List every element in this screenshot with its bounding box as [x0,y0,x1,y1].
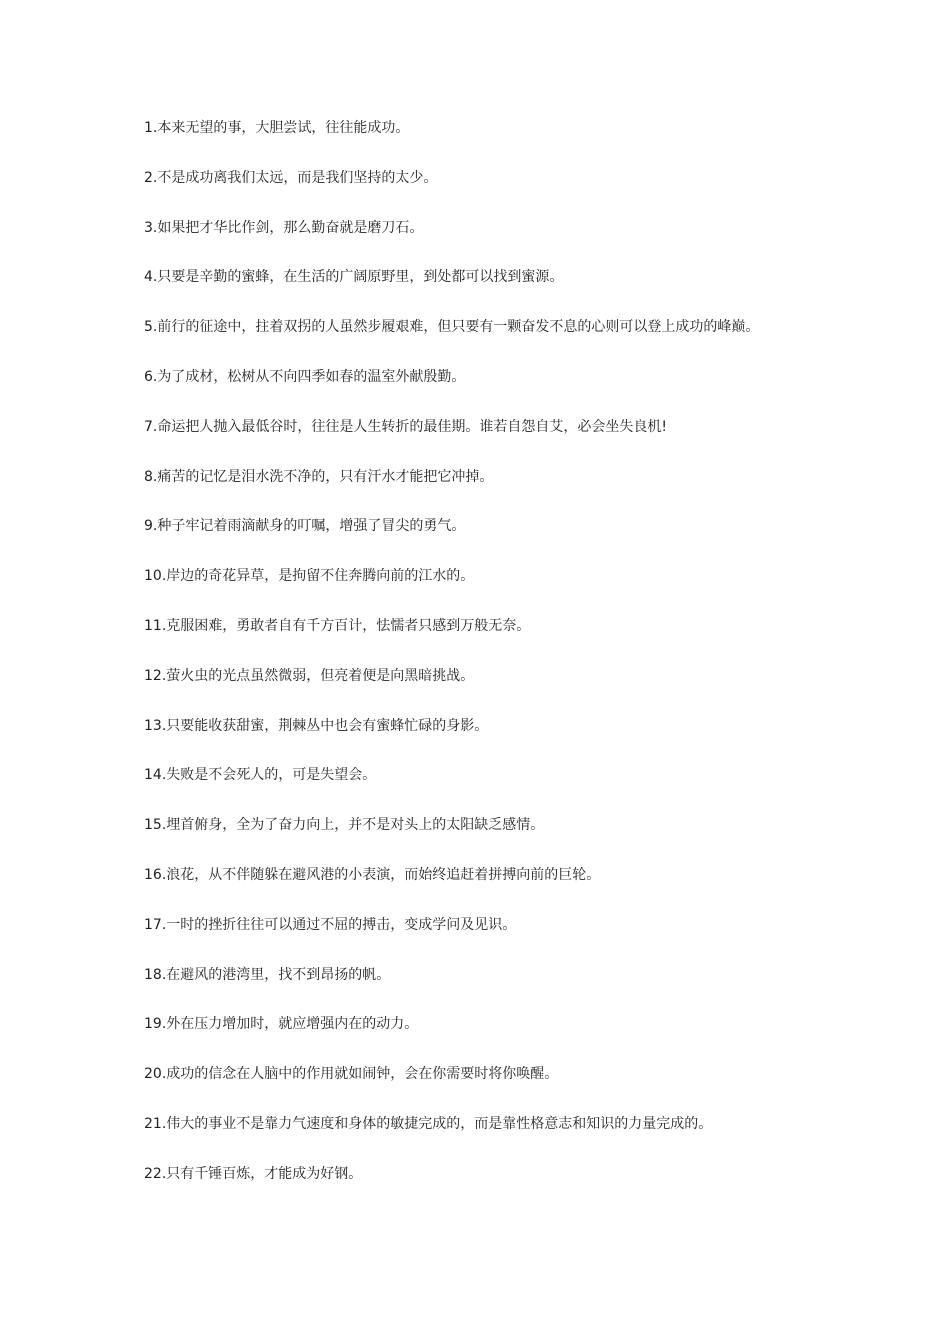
quote-item-4: 4.只要是辛勤的蜜蜂，在生活的广阔原野里，到处都可以找到蜜源。 [144,269,564,286]
quote-item-2: 2.不是成功离我们太远，而是我们坚持的太少。 [144,169,438,186]
quote-item-12: 12.萤火虫的光点虽然微弱，但亮着便是向黑暗挑战。 [144,667,475,684]
quote-item-8: 8.痛苦的记忆是泪水洗不净的，只有汗水才能把它冲掉。 [144,468,494,485]
quote-item-13: 13.只要能收获甜蜜，荆棘丛中也会有蜜蜂忙碌的身影。 [144,717,489,734]
quote-item-21: 21.伟大的事业不是靠力气速度和身体的敏捷完成的，而是靠性格意志和知识的力量完成的。 [144,1115,713,1132]
quote-item-6: 6.为了成材，松树从不向四季如春的温室外献殷勤。 [144,368,466,385]
quote-item-14: 14.失败是不会死人的，可是失望会。 [144,767,377,784]
quote-item-3: 3.如果把才华比作剑，那么勤奋就是磨刀石。 [144,219,424,236]
quote-item-22: 22.只有千锤百炼，才能成为好钢。 [144,1165,363,1182]
quote-item-1: 1.本来无望的事，大胆尝试，往往能成功。 [144,120,410,136]
quote-item-19: 19.外在压力增加时，就应增强内在的动力。 [144,1016,419,1033]
quote-item-15: 15.埋首俯身，全为了奋力向上，并不是对头上的太阳缺乏感情。 [144,817,545,834]
quote-list [144,116,844,1212]
quote-item-16: 16.浪花，从不伴随躲在避风港的小表演，而始终追赶着拼搏向前的巨轮。 [144,866,601,883]
quote-item-17: 17.一时的挫折往往可以通过不屈的搏击，变成学问及见识。 [144,916,517,933]
quote-item-18: 18.在避风的港湾里，找不到昂扬的帆。 [144,966,391,983]
quote-item-5: 5.前行的征途中，拄着双拐的人虽然步履艰难，但只要有一颗奋发不息的心则可以登上成功的峰巅。 [144,319,760,336]
quote-item-10: 10.岸边的奇花异草，是拘留不住奔腾向前的江水的。 [144,568,475,585]
quote-item-20: 20.成功的信念在人脑中的作用就如闹钟，会在你需要时将你唤醒。 [144,1066,559,1083]
quote-item-7: 7.命运把人抛入最低谷时，往往是人生转折的最佳期。谁若自怨自艾，必会坐失良机! [144,418,667,435]
quote-item-11: 11.克服困难，勇敢者自有千方百计，怯懦者只感到万般无奈。 [144,617,531,634]
quote-item-9: 9.种子牢记着雨滴献身的叮嘱，增强了冒尖的勇气。 [144,518,466,535]
